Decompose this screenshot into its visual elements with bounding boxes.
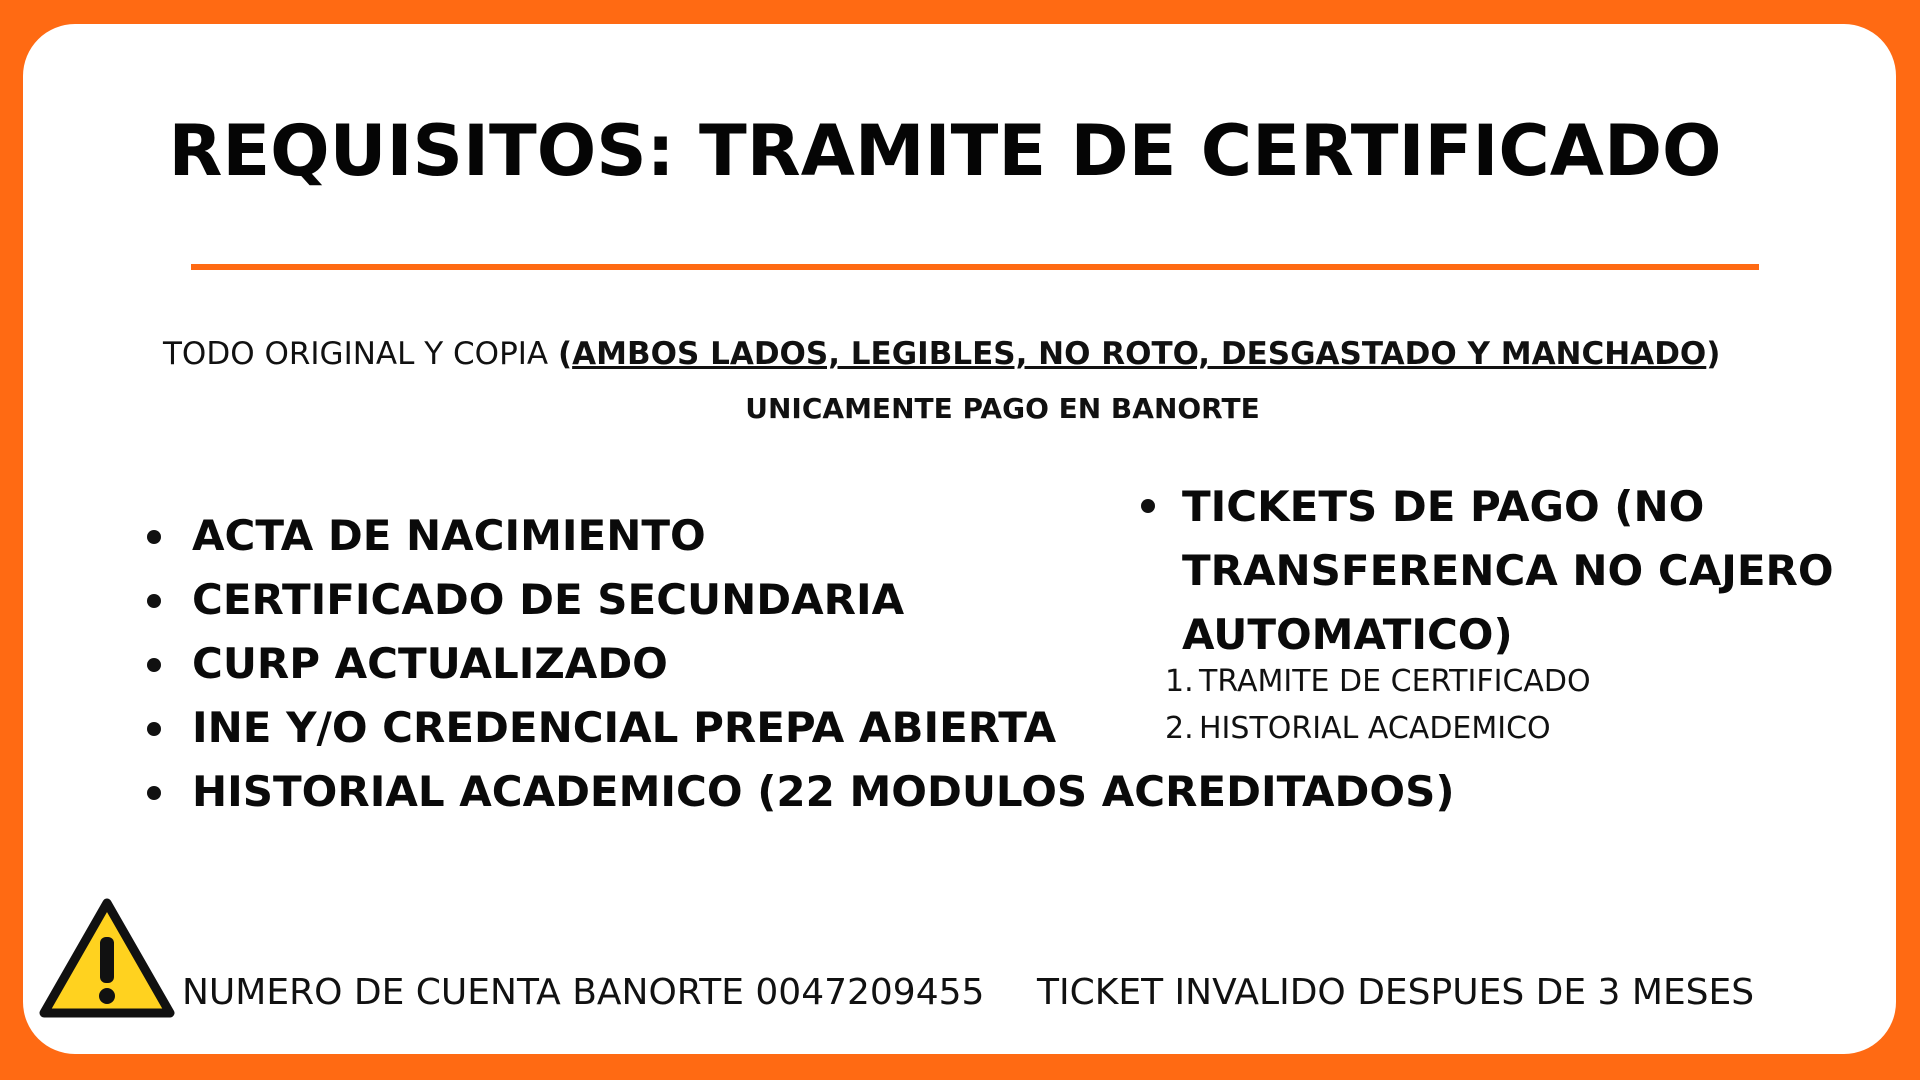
payment-note: UNICAMENTE PAGO EN BANORTE (745, 392, 1260, 425)
item-number: 1. (1165, 664, 1194, 699)
requirement-label: INE Y/O CREDENCIAL PREPA ABIERTA (192, 703, 1057, 752)
list-item (1165, 658, 1591, 705)
list-item (1135, 475, 1835, 667)
tickets-sublist (1165, 658, 1591, 752)
requirement-label: CERTIFICADO DE SECUNDARIA (192, 575, 905, 624)
page-title: REQUISITOS: TRAMITE DE CERTIFICADO (168, 110, 1722, 192)
ticket-item-label: HISTORIAL ACADEMICO (1199, 711, 1551, 746)
list-item (130, 760, 1455, 824)
list-item (1165, 705, 1591, 752)
bullet-icon (147, 658, 161, 672)
intro-close-paren: ) (1706, 336, 1721, 372)
intro-emphasis (558, 336, 1720, 372)
bullet-icon (147, 722, 161, 736)
intro-text (163, 336, 1843, 372)
item-number: 2. (1165, 711, 1194, 746)
intro-open-paren: ( (557, 336, 573, 372)
bullet-icon (147, 594, 161, 608)
bullet-icon (147, 530, 161, 544)
requirement-label: HISTORIAL ACADEMICO (22 MODULOS ACREDITADOS) (192, 767, 1455, 816)
title-divider (191, 264, 1759, 270)
bullet-icon (1141, 499, 1155, 513)
ticket-item-label: TRAMITE DE CERTIFICADO (1199, 664, 1591, 699)
tickets-label: TICKETS DE PAGO (NO TRANSFERENCA NO CAJERO AUTOMATICO) (1182, 482, 1834, 659)
requirement-label: ACTA DE NACIMIENTO (192, 511, 706, 560)
requirement-label: CURP ACTUALIZADO (192, 639, 668, 688)
tickets-list (1135, 475, 1835, 667)
ticket-validity: TICKET INVALIDO DESPUES DE 3 MESES (1037, 972, 1755, 1013)
intro-plain: TODO ORIGINAL Y COPIA (163, 336, 558, 372)
intro-conditions: AMBOS LADOS, LEGIBLES, NO ROTO, DESGASTADO Y MANCHADO (572, 336, 1707, 372)
account-number: NUMERO DE CUENTA BANORTE 0047209455 (182, 972, 985, 1013)
warning-icon (38, 897, 176, 1021)
bullet-icon (147, 786, 161, 800)
